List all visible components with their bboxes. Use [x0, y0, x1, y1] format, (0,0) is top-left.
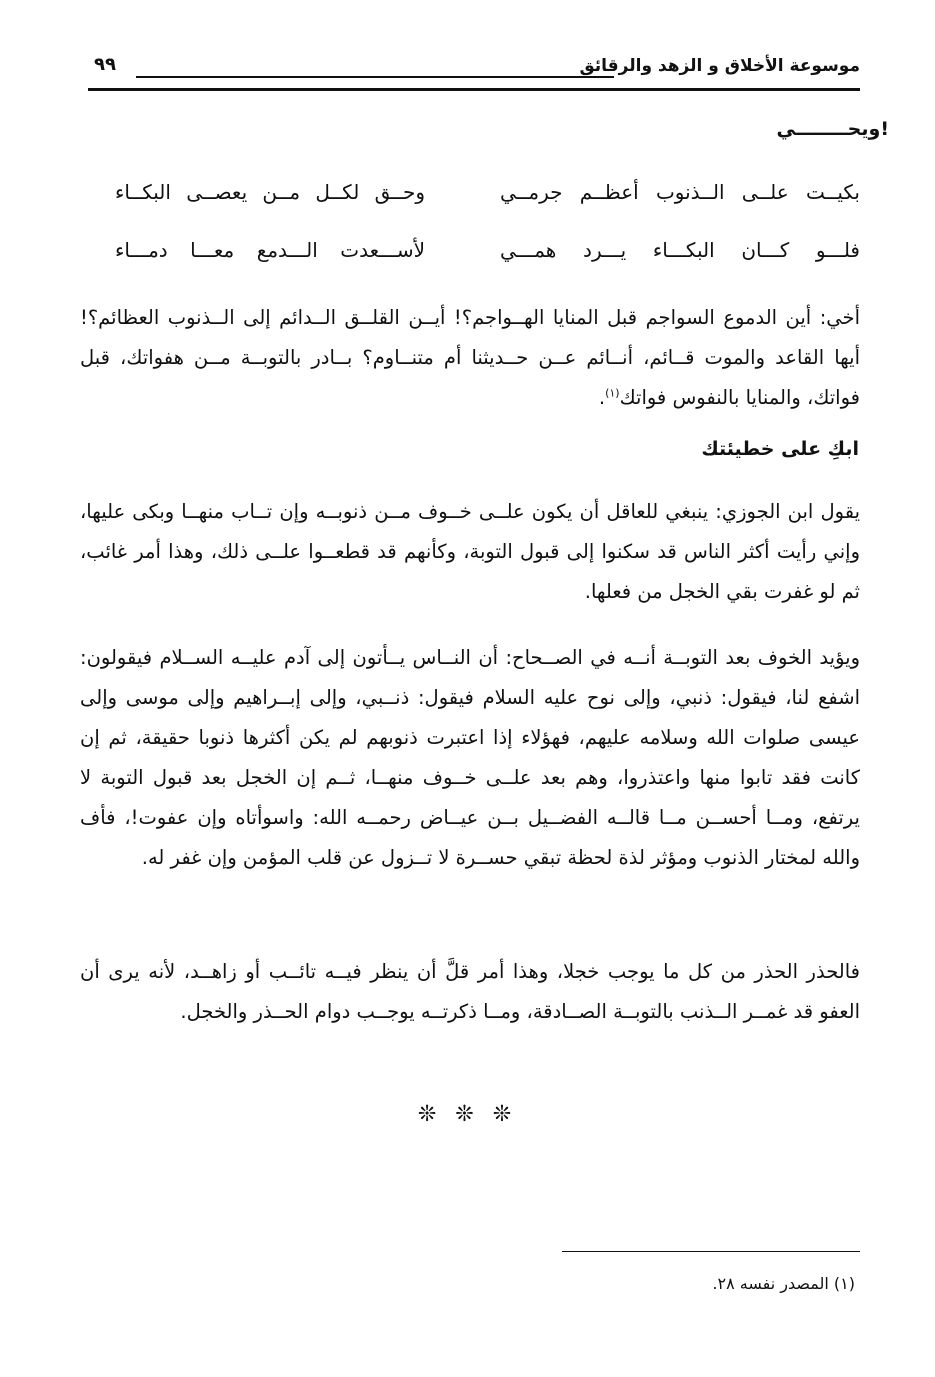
poem-verse-2	[95, 238, 860, 274]
paragraph-hadhar	[80, 952, 860, 1032]
paragraph-sahih	[80, 638, 860, 878]
paragraph-text: ويؤيد الخوف بعد التوبــة أنــه في الصــحاح: أن النــاس يــأتون إلى آدم عليــه الســلام فيقولون: اشفع لنا، فيقول: ذنبي، وإلى نوح عليه السلام فيقول: ذنــبي، وإلى إبــراهيم وإلى موسى وإلى عيسى صلوات الله وسلامه عليهم، فهؤلاء إذا اعتبرت ذنوبهم لم يكن أكثرها ذنوبا حقيقة، ثم إن كانت فقد تابوا منها واعتذروا، وهم بعد علــى خــوف منهــا، ثــم إن الخجل بعد قبول التوبة لا يرتفع، ومــا أحســن مــا قالــه الفضــيل بــن عيــاض رحمــه الله: واسوأتاه وإن عفوت!، فأف والله لمختار الذنوب ومؤثر لذة لحظة تبقي حســرة لا تــزول عن قلب المؤمن وإن غفر له.	[80, 646, 860, 869]
verse-first-hemistich: فلـــو كـــان البكـــاء يـــرد همـــي	[500, 238, 860, 262]
running-title: موسوعة الأخلاق و الزهد والرقائق	[579, 56, 860, 76]
poem-verse-1	[95, 180, 860, 216]
section-title-ibki: ابكِ على خطيئتك	[701, 438, 859, 460]
section-title-waihi: ويحــــــــي!	[776, 118, 889, 140]
verse-second-hemistich: وحــق لكــل مــن يعصــى البكــاء	[115, 180, 425, 204]
paragraph-text: ينبغي للعاقل أن يكون علــى خــوف مــن ذنوبــه وإن تــاب منهــا وبكى عليها، وإني رأيت أكثر الناس قد سكنوا إلى قبول التوبة، وكأنهم قد قطعــوا علــى ذلك، وهذا أمر غائب، ثم لو غفرت بقي الخجل من فعلها.	[80, 500, 860, 603]
paragraph-text: فالحذر الحذر من كل ما يوجب خجلا، وهذا أمر قلَّ أن ينظر فيــه تائــب أو زاهــد، لأنه يرى أن العفو قد غمــر الــذنب بالتوبــة الصــادقة، ومــا ذكرتــه يوجــب دوام الحــذر والخجل.	[80, 960, 860, 1023]
header-line	[136, 76, 614, 78]
paragraph-lead: يقول ابن الجوزي:	[715, 500, 860, 523]
paragraph-text: أين الدموع السواجم قبل المنايا الهــواجم؟! أيــن القلــق الــدائم إلى الــذنوب العظائم؟! أيها القاعد والموت قــائم، أنــائم عــن حــديثنا أم متنــاوم؟ بــادر بالتوبــة مــن هفواتك، قبل فواتك، والمنايا بالنفوس فواتك	[80, 306, 860, 409]
verse-first-hemistich: بكيــت علــى الــذنوب أعظــم جرمــي	[500, 180, 860, 204]
footnote-rule	[562, 1251, 860, 1252]
verse-second-hemistich: لأســـعدت الـــدمع معـــا دمـــاء	[115, 238, 425, 262]
page-number: ٩٩	[94, 54, 116, 75]
footnote: (١) المصدر نفسه ٢٨.	[712, 1274, 855, 1293]
section-separator: ❊ ❊ ❊	[417, 1102, 518, 1127]
paragraph-akhi	[80, 298, 860, 418]
paragraph-end: .	[598, 386, 606, 409]
paragraph-ibn-jawzi	[80, 492, 860, 612]
page-header	[88, 52, 860, 90]
footnote-ref: (١)	[605, 386, 620, 400]
header-rule	[88, 88, 860, 91]
paragraph-lead: أخي:	[819, 306, 860, 329]
